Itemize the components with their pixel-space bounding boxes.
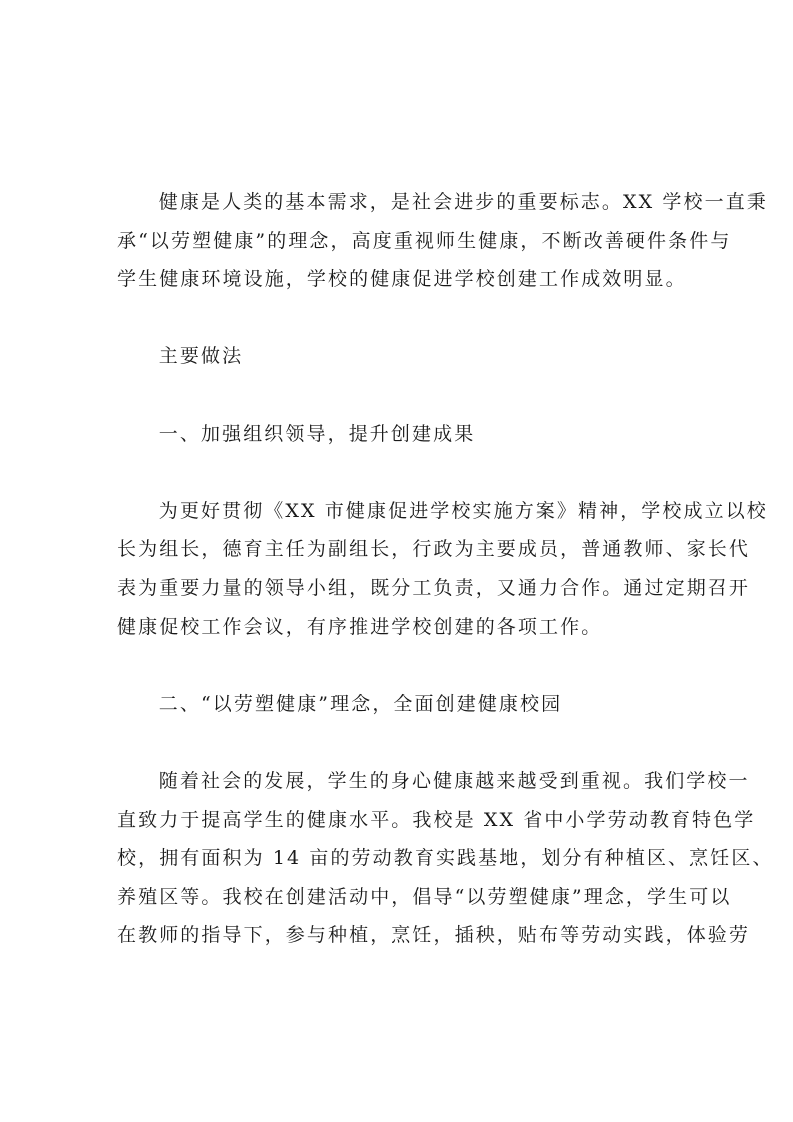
text-line: 健康是人类的基本需求，是社会进步的重要标志。XX 学校一直秉 xyxy=(158,191,768,213)
text-line: 学生健康环境设施，学校的健康促进学校创建工作成效明显。 xyxy=(117,268,687,291)
spacer xyxy=(117,723,679,762)
spacer xyxy=(117,299,679,338)
section-2-heading: 二、“以劳塑健康”理念，全面创建健康校园 xyxy=(158,692,563,715)
section-title: 主要做法 xyxy=(158,345,244,368)
text-line: 长为组长，德育主任为副组长，行政为主要成员，普通教师、家长代 xyxy=(117,538,751,561)
section-2-paragraph xyxy=(117,762,774,955)
text-line: 校，拥有面积为 14 亩的劳动教育实践基地，划分有种植区、烹饪区、 xyxy=(117,847,774,870)
text-line: 在教师的指导下，参与种植，烹饪，插秧，贴布等劳动实践，体验劳 xyxy=(117,924,751,947)
intro-paragraph xyxy=(117,183,768,299)
text-line: 健康促校工作会议，有序推进学校创建的各项工作。 xyxy=(117,615,603,638)
spacer xyxy=(117,453,679,492)
spacer xyxy=(117,376,679,415)
document-page xyxy=(117,183,774,955)
text-line: 表为重要力量的领导小组，既分工负责，又通力合作。通过定期召开 xyxy=(117,576,751,599)
text-line: 直致力于提高学生的健康水平。我校是 XX 省中小学劳动教育特色学 xyxy=(117,808,756,831)
spacer xyxy=(117,646,679,685)
section-1-paragraph xyxy=(117,492,768,646)
text-line: 随着社会的发展，学生的身心健康越来越受到重视。我们学校一 xyxy=(158,769,750,792)
text-line: 为更好贯彻《XX 市健康促进学校实施方案》精神，学校成立以校 xyxy=(158,499,768,522)
text-line: 养殖区等。我校在创建活动中，倡导“以劳塑健康”理念，学生可以 xyxy=(117,885,732,908)
text-line: 承“以劳塑健康”的理念，高度重视师生健康，不断改善硬件条件与 xyxy=(117,229,732,252)
section-1-heading: 一、加强组织领导，提升创建成果 xyxy=(158,422,476,445)
